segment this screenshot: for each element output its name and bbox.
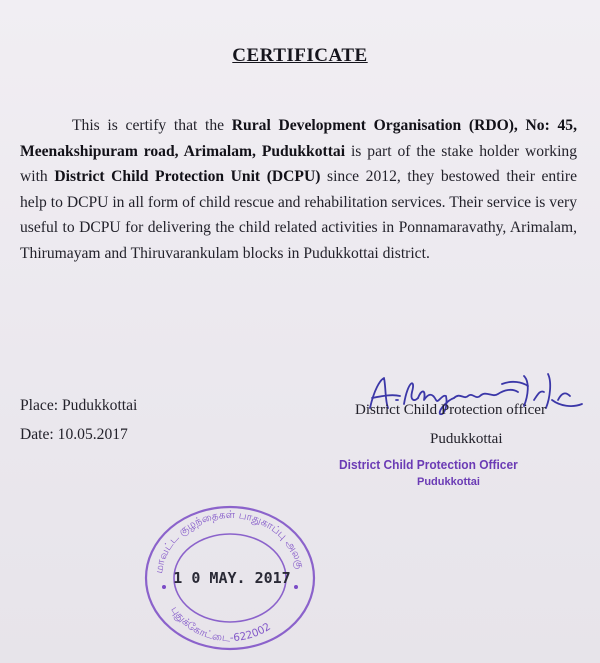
svg-text:புதுக்கோட்டை-622002: புதுக்கோட்டை-622002 [168, 604, 273, 645]
certificate-title: CERTIFICATE [232, 45, 368, 66]
organisation-name: Rural Development Organisation (RDO), No: 45, Meenakshipuram road, Arimalam, Pudukkottai [20, 117, 577, 160]
body-text-2: is part of the stake holder working with [20, 142, 577, 185]
certificate-body [20, 113, 577, 266]
unit-name: District Child Protection Unit (DCPU) [54, 168, 321, 185]
officer-place: Pudukkottai [430, 431, 503, 447]
officer-title: District Child Protection officer [355, 402, 546, 418]
round-office-stamp [142, 503, 318, 653]
body-text-1: This is certify that the [72, 117, 232, 134]
date-line: Date: 10.05.2017 [20, 426, 128, 443]
svg-text:1 0 MAY. 2017: 1 0 MAY. 2017 [173, 569, 291, 587]
place-line: Place: Pudukkottai [20, 397, 138, 414]
body-text-3: since 2012, they bestowed their entire help to DCPU in all form of child rescue and rehabilitation services. Their service is very useful to DCPU for delivering the child related activities in Ponnamaravathy, Arimalam, Thirumayam and Thiruvarankulam blocks in Pudukkottai district. [20, 168, 578, 262]
officer-stamp-place: Pudukkottai [417, 476, 480, 488]
svg-text:மாவட்ட குழந்தைகள் பாதுகாப்பு அ: மாவட்ட குழந்தைகள் பாதுகாப்பு அலகு [152, 508, 307, 575]
officer-stamp-title: District Child Protection Officer [339, 457, 518, 472]
body-paragraph [20, 113, 577, 266]
